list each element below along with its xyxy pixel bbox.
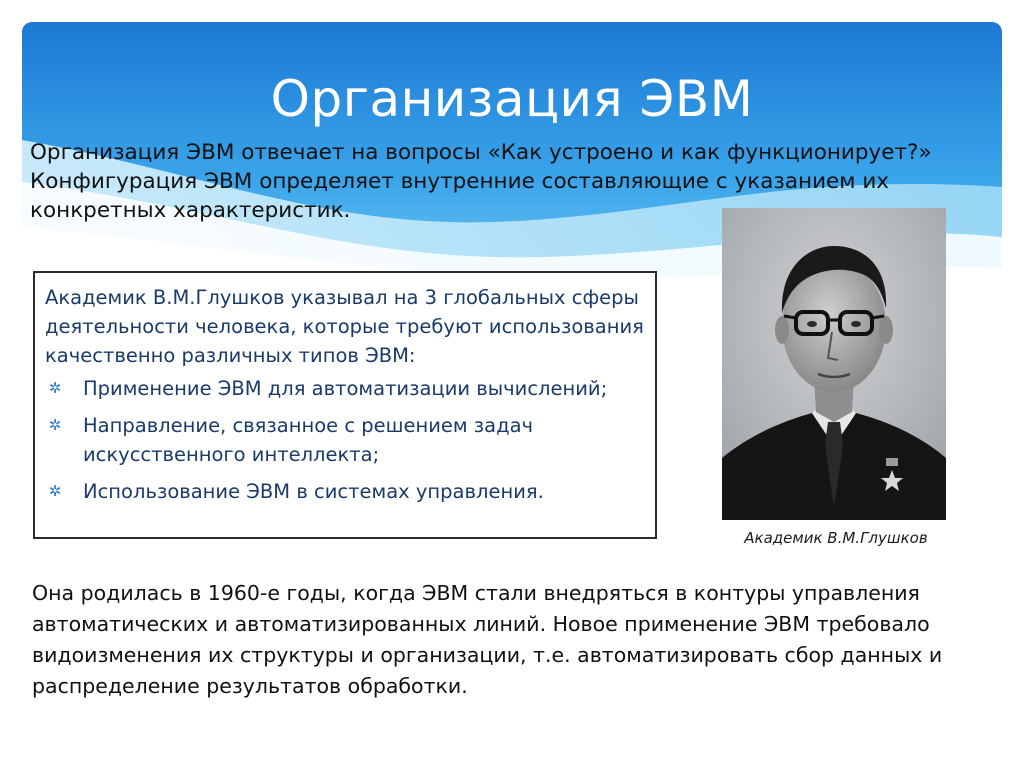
box-lead-text: Академик В.М.Глушков указывал на 3 глобальных сферы деятельности человека, которые требуют использования качественно различных типов ЭВМ:: [45, 286, 644, 367]
glushkov-quote-box: [33, 271, 657, 539]
asterisk-bullet-icon: ✲: [48, 416, 62, 434]
list-item: [45, 411, 645, 469]
portrait-illustration: [722, 208, 946, 520]
portrait-photo: [722, 208, 946, 520]
asterisk-bullet-icon: ✲: [48, 482, 62, 500]
application-areas-list: [45, 374, 645, 506]
history-paragraph: Она родилась в 1960-е годы, когда ЭВМ стали внедряться в контуры управления автоматических и автоматизированных линий. Новое применение ЭВМ требовало видоизменения их структуры и организации, т.е. автоматизировать сбор данных и распределение результатов обработки.: [32, 581, 943, 698]
list-item: [45, 374, 645, 403]
intro-line-organization: Организация ЭВМ отвечает на вопросы «Как устроено и как функционирует?»: [30, 140, 932, 165]
asterisk-bullet-icon: ✲: [48, 379, 62, 397]
list-item-text: Применение ЭВМ для автоматизации вычислений;: [83, 377, 608, 400]
list-item-text: Использование ЭВМ в системах управления.: [83, 480, 544, 503]
list-item: [45, 477, 645, 506]
list-item-text: Направление, связанное с решением задач искусственного интеллекта;: [83, 414, 534, 466]
slide-title: Организация ЭВМ: [270, 70, 754, 128]
intro-line-configuration: Конфигурация ЭВМ определяет внутренние составляющие с указанием их конкретных характеристик.: [30, 169, 890, 223]
photo-caption: Академик В.М.Глушков: [744, 529, 928, 547]
